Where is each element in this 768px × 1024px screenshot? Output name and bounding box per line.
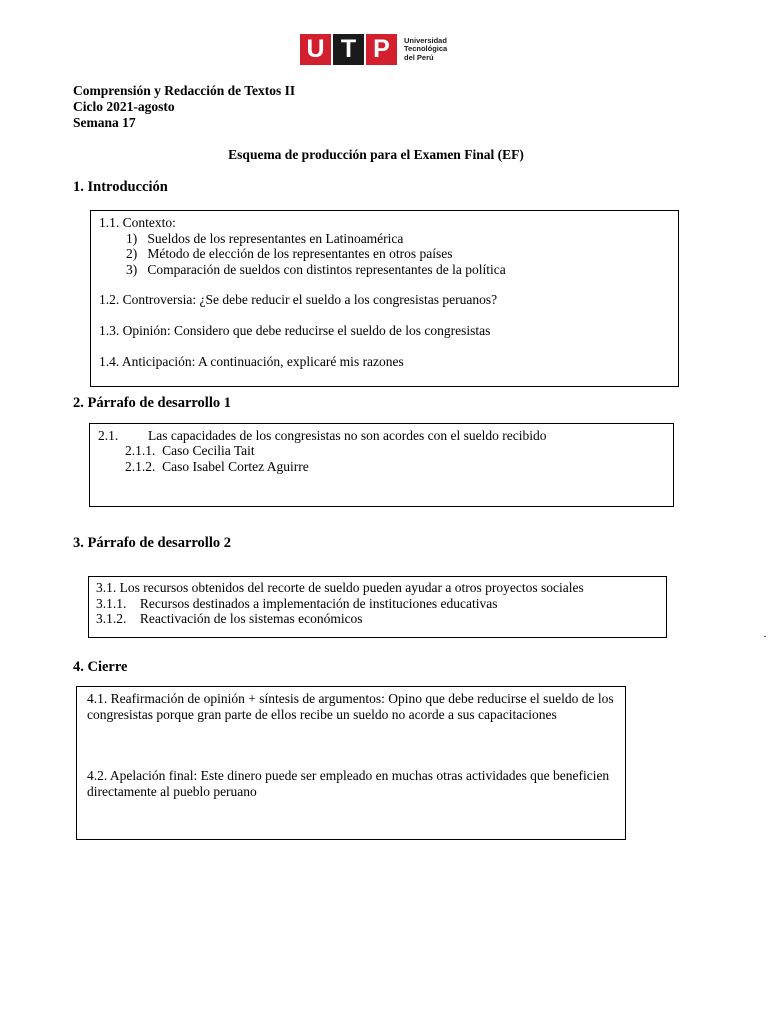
- course-name: Comprensión y Redacción de Textos II: [73, 83, 296, 98]
- reaffirmation: 4.1. Reafirmación de opinión + síntesis de argumentos: Opino que debe reducirse el sueldo de los congresistas porque gran parte de ellos recibe un sueldo no acorde a sus capacitaciones: [87, 691, 614, 722]
- development-1-box: [89, 423, 674, 507]
- section-title-introduccion: 1. Introducción: [73, 179, 168, 195]
- dev2-main-argument: 3.1. Los recursos obtenidos del recorte de sueldo pueden ayudar a otros proyectos sociales: [96, 580, 584, 595]
- logo-letter-u: U: [300, 34, 331, 65]
- dev2-item: 3.1.1. Recursos destinados a implementación de instituciones educativas: [96, 596, 498, 611]
- logo-text-line: del Perú: [404, 52, 434, 62]
- section-title-desarrollo-1: 2. Párrafo de desarrollo 1: [73, 395, 231, 411]
- dev1-main-argument: Las capacidades de los congresistas no son acordes con el sueldo recibido: [148, 428, 547, 443]
- logo-text-line: Universidad: [404, 35, 447, 45]
- intro-box: [90, 210, 679, 387]
- logo-text-line: Tecnológica: [404, 44, 448, 54]
- context-item: 2) Método de elección de los representantes en otros países: [126, 246, 453, 261]
- context-item: 1) Sueldos de los representantes en Latinoamérica: [126, 231, 404, 246]
- logo-letter-p: P: [366, 34, 397, 65]
- logo-text: [404, 37, 447, 63]
- anticipation: 1.4. Anticipación: A continuación, explicaré mis razones: [99, 354, 404, 369]
- cycle: Ciclo 2021-agosto: [73, 99, 175, 114]
- final-appeal: 4.2. Apelación final: Este dinero puede ser empleado en muchas otras actividades que beneficien directamente al pueblo peruano: [87, 768, 610, 799]
- context-item: 3) Comparación de sueldos con distintos representantes de la política: [126, 262, 506, 277]
- section-title-desarrollo-2: 3. Párrafo de desarrollo 2: [73, 535, 231, 551]
- dev1-item: 2.1.1. Caso Cecilia Tait: [125, 443, 255, 458]
- context-label: 1.1. Contexto:: [99, 215, 176, 230]
- development-2-box: [88, 576, 667, 638]
- opinion: 1.3. Opinión: Considero que debe reducirse el sueldo de los congresistas: [99, 323, 491, 338]
- section-title-cierre: 4. Cierre: [73, 659, 128, 675]
- document-header: [73, 83, 295, 131]
- dev1-item: 2.1.2. Caso Isabel Cortez Aguirre: [125, 459, 309, 474]
- stray-mark: [764, 636, 766, 637]
- dev2-item: 3.1.2. Reactivación de los sistemas económicos: [96, 611, 363, 626]
- dev1-number: 2.1.: [98, 428, 119, 443]
- logo-letter-t: T: [333, 34, 364, 65]
- week: Semana 17: [73, 115, 136, 130]
- closing-box: [76, 686, 626, 840]
- document-title: Esquema de producción para el Examen Final (EF): [228, 147, 524, 162]
- controversy: 1.2. Controversia: ¿Se debe reducir el sueldo a los congresistas peruanos?: [99, 292, 498, 307]
- utp-logo: [300, 34, 447, 65]
